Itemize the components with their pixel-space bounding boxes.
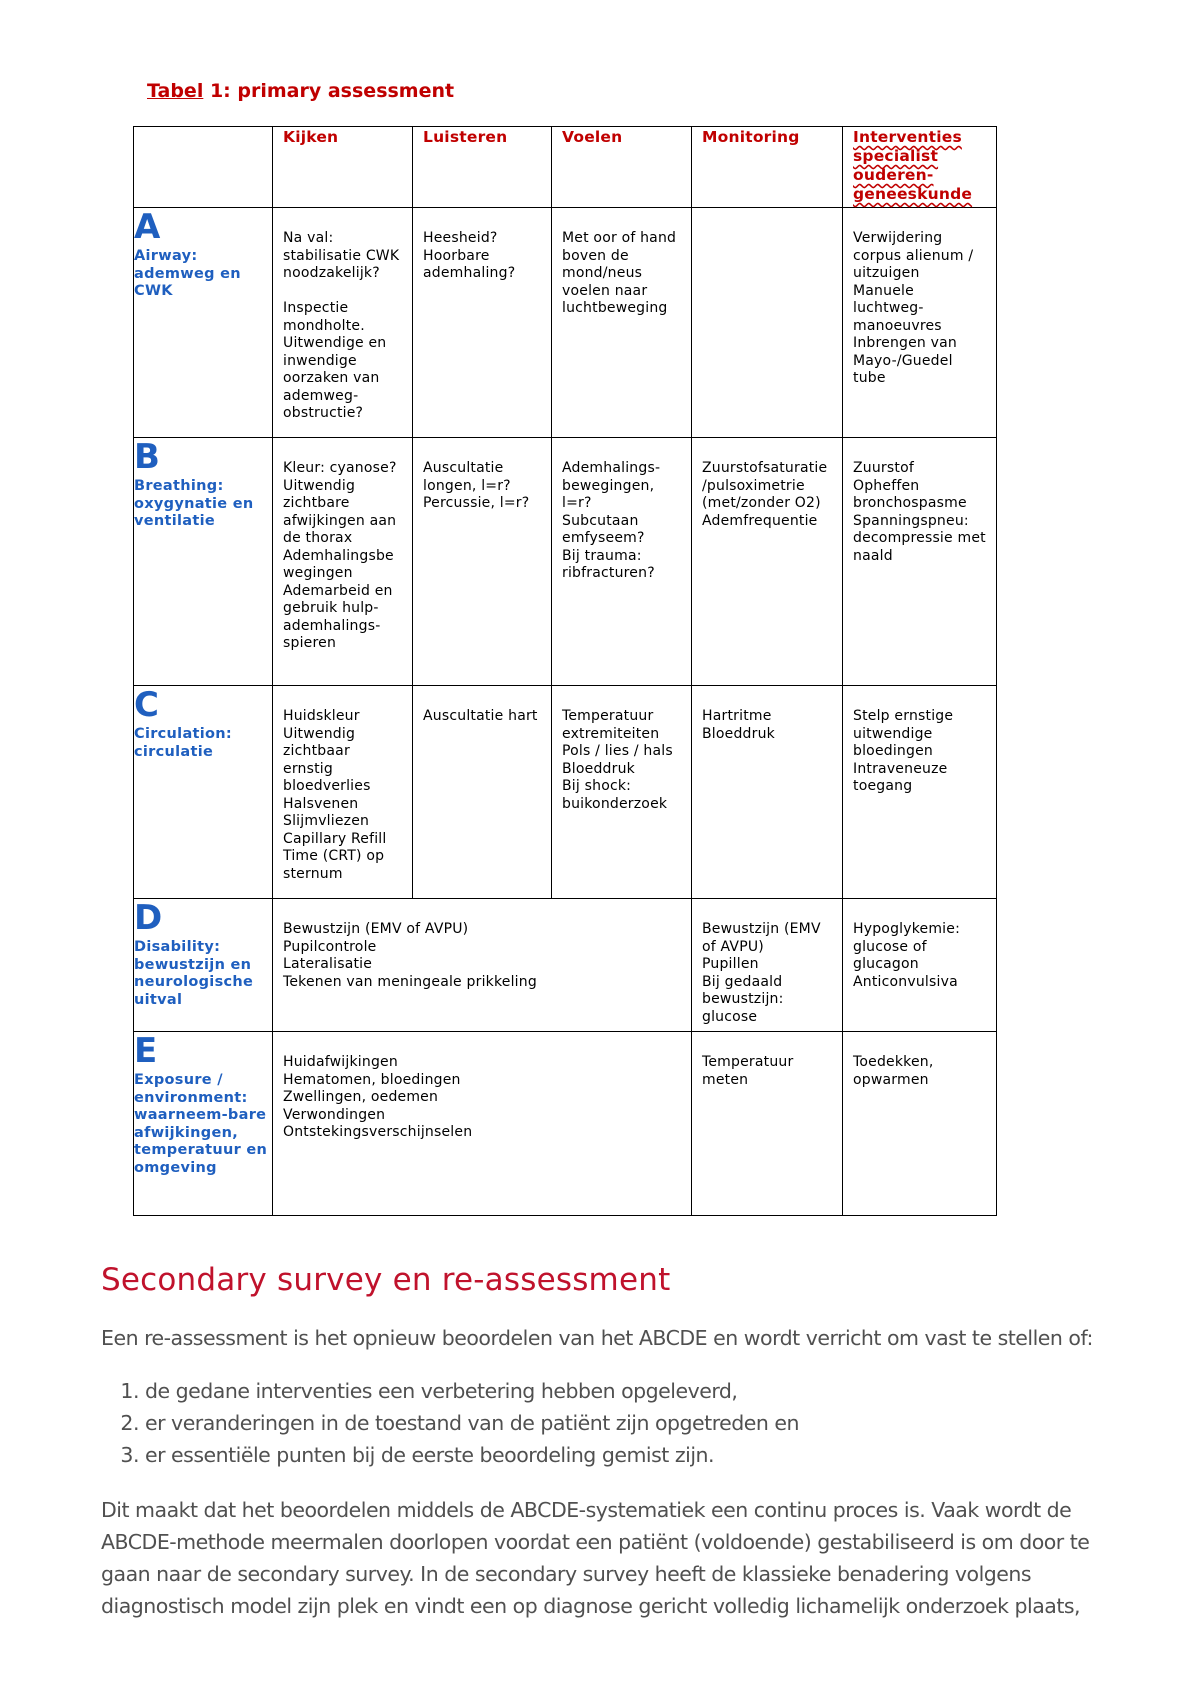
table-row-airway [134, 208, 997, 438]
cell-monitoring: Hartritme Bloeddruk [692, 686, 843, 899]
cell-kijken-luisteren-voelen: Bewustzijn (EMV of AVPU) Pupilcontrole Lateralisatie Tekenen van meningeale prikkeling [273, 899, 692, 1032]
reassessment-list [101, 1375, 799, 1471]
row-letter: B [134, 437, 160, 477]
cell-luisteren: Heesheid? Hoorbare ademhaling? [413, 208, 552, 438]
table-row-breathing [134, 438, 997, 686]
primary-assessment-table [133, 126, 997, 1216]
cell-luisteren: Auscultatie hart [413, 686, 552, 899]
cell-interventies: Stelp ernstige uitwendige bloedingen Intraveneuze toegang [843, 686, 997, 899]
row-letter: E [134, 1031, 158, 1071]
cell-interventies: Verwijdering corpus alienum / uitzuigen Manuele luchtweg-manoeuvres Inbrengen van Mayo-/Guedel tube [843, 208, 997, 438]
cell-kijken: Huidskleur Uitwendig zichtbaar ernstig bloedverlies Halsvenen Slijmvliezen Capillary Refill Time (CRT) op sternum [273, 686, 413, 899]
table-row-disability [134, 899, 997, 1032]
header-interventies-text: Interventies specialist ouderen-geneeskunde [853, 128, 973, 203]
cell-voelen: Temperatuur extremiteiten Pols / lies / hals Bloeddruk Bij shock: buikonderzoek [552, 686, 692, 899]
table-caption-label: Tabel [147, 80, 204, 102]
list-item: 1. de gedane interventies een verbetering hebben opgeleverd, [145, 1375, 799, 1407]
row-label: Exposure / environment: waarneem-bare afwijkingen, temperatuur en omgeving [134, 1072, 268, 1176]
row-letter: A [134, 207, 161, 247]
intro-paragraph: Een re-assessment is het opnieuw beoordelen van het ABCDE en wordt verricht om vast te stellen of: [101, 1326, 1093, 1350]
row-header-a [134, 208, 273, 438]
row-header-e [134, 1032, 273, 1216]
row-header-b [134, 438, 273, 686]
table-caption [147, 80, 454, 102]
header-interventies [843, 127, 997, 208]
header-empty-cell [134, 127, 273, 208]
table-row-circulation [134, 686, 997, 899]
cell-voelen: Met oor of hand boven de mond/neus voelen naar luchtbeweging [552, 208, 692, 438]
cell-monitoring: Temperatuur meten [692, 1032, 843, 1216]
cell-kijken: Na val: stabilisatie CWK noodzakelijk? Inspectie mondholte. Uitwendige en inwendige oorzaken van ademweg-obstructie? [273, 208, 413, 438]
cell-interventies: Zuurstof Opheffen bronchospasme Spanningspneu: decompressie met naald [843, 438, 997, 686]
row-header-c [134, 686, 273, 899]
table-row-exposure [134, 1032, 997, 1216]
header-kijken: Kijken [273, 127, 413, 208]
row-label: Circulation: circulatie [134, 726, 233, 760]
cell-interventies: Toedekken, opwarmen [843, 1032, 997, 1216]
cell-monitoring: Bewustzijn (EMV of AVPU) Pupillen Bij gedaald bewustzijn: glucose [692, 899, 843, 1032]
cell-luisteren: Auscultatie longen, l=r? Percussie, l=r? [413, 438, 552, 686]
row-header-d [134, 899, 273, 1032]
row-label: Airway: ademweg en CWK [134, 248, 241, 299]
header-luisteren: Luisteren [413, 127, 552, 208]
table-caption-title: 1: primary assessment [203, 80, 455, 102]
cell-kijken-luisteren-voelen: Huidafwijkingen Hematomen, bloedingen Zwellingen, oedemen Verwondingen Ontstekingsverschijnselen [273, 1032, 692, 1216]
cell-kijken: Kleur: cyanose? Uitwendig zichtbare afwijkingen aan de thorax Ademhalingsbe wegingen Ademarbeid en gebruik hulp-ademhalings-spieren [273, 438, 413, 686]
row-letter: C [134, 685, 159, 725]
header-voelen: Voelen [552, 127, 692, 208]
cell-interventies: Hypoglykemie: glucose of glucagon Anticonvulsiva [843, 899, 997, 1032]
table-header-row [134, 127, 997, 208]
cell-monitoring: Zuurstofsaturatie /pulsoximetrie (met/zonder O2) Ademfrequentie [692, 438, 843, 686]
row-label: Breathing: oxygynatie en ventilatie [134, 478, 254, 529]
header-monitoring: Monitoring [692, 127, 843, 208]
list-item: 2. er veranderingen in de toestand van de patiënt zijn opgetreden en [145, 1407, 799, 1439]
list-item: 3. er essentiële punten bij de eerste beoordeling gemist zijn. [145, 1439, 799, 1471]
body-paragraph: Dit maakt dat het beoordelen middels de ABCDE-systematiek een continu proces is. Vaak wordt de ABCDE-methode meermalen doorlopen voordat een patiënt (voldoende) gestabiliseerd is om door te gaan naar de secondary survey. In de secondary survey heeft de klassieke benadering volgens diagnostisch model zijn plek en vindt een op diagnose gericht volledig lichamelijk onderzoek plaats, [101, 1498, 1090, 1618]
row-label: Disability: bewustzijn en neurologische uitval [134, 939, 254, 1008]
row-letter: D [134, 898, 163, 938]
section-title: Secondary survey en re-assessment [101, 1262, 671, 1298]
cell-voelen: Ademhalings-bewegingen, l=r? Subcutaan emfyseem? Bij trauma: ribfracturen? [552, 438, 692, 686]
cell-monitoring [692, 208, 843, 438]
